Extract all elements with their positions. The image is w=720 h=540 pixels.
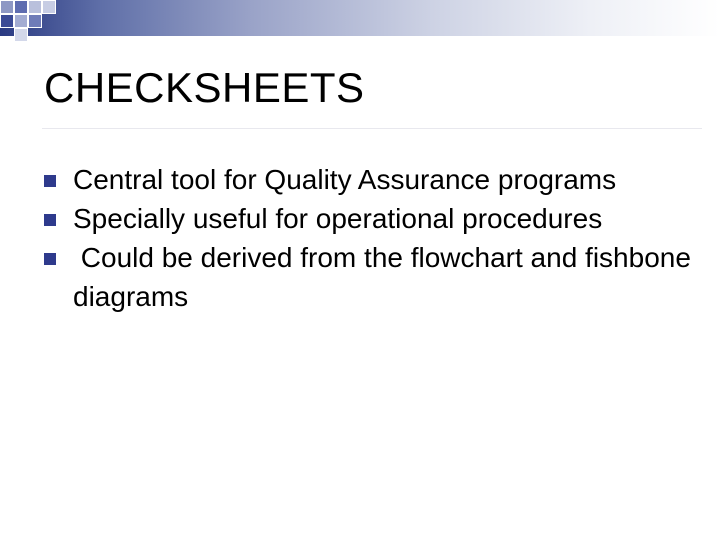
list-item [44, 238, 699, 316]
bullet-list [44, 160, 699, 316]
list-item [44, 160, 694, 199]
decorative-square [28, 14, 42, 28]
square-bullet-icon [44, 253, 56, 265]
decorative-square [14, 0, 28, 14]
title-divider [42, 128, 702, 129]
decorative-square [42, 0, 56, 14]
decorative-square [28, 0, 42, 14]
header-gradient-band [0, 0, 720, 36]
bullet-text: Central tool for Quality Assurance programs [73, 164, 617, 195]
decorative-square [14, 28, 28, 42]
list-item [44, 199, 694, 238]
square-bullet-icon [44, 214, 56, 226]
square-bullet-icon [44, 175, 56, 187]
slide-title: CHECKSHEETS [44, 64, 365, 111]
decorative-square [0, 0, 14, 14]
decorative-square [14, 14, 28, 28]
bullet-text: Could be derived from the flowchart and fishbone diagrams [73, 242, 699, 312]
decorative-square [0, 14, 14, 28]
bullet-text: Specially useful for operational procedures [73, 203, 603, 234]
